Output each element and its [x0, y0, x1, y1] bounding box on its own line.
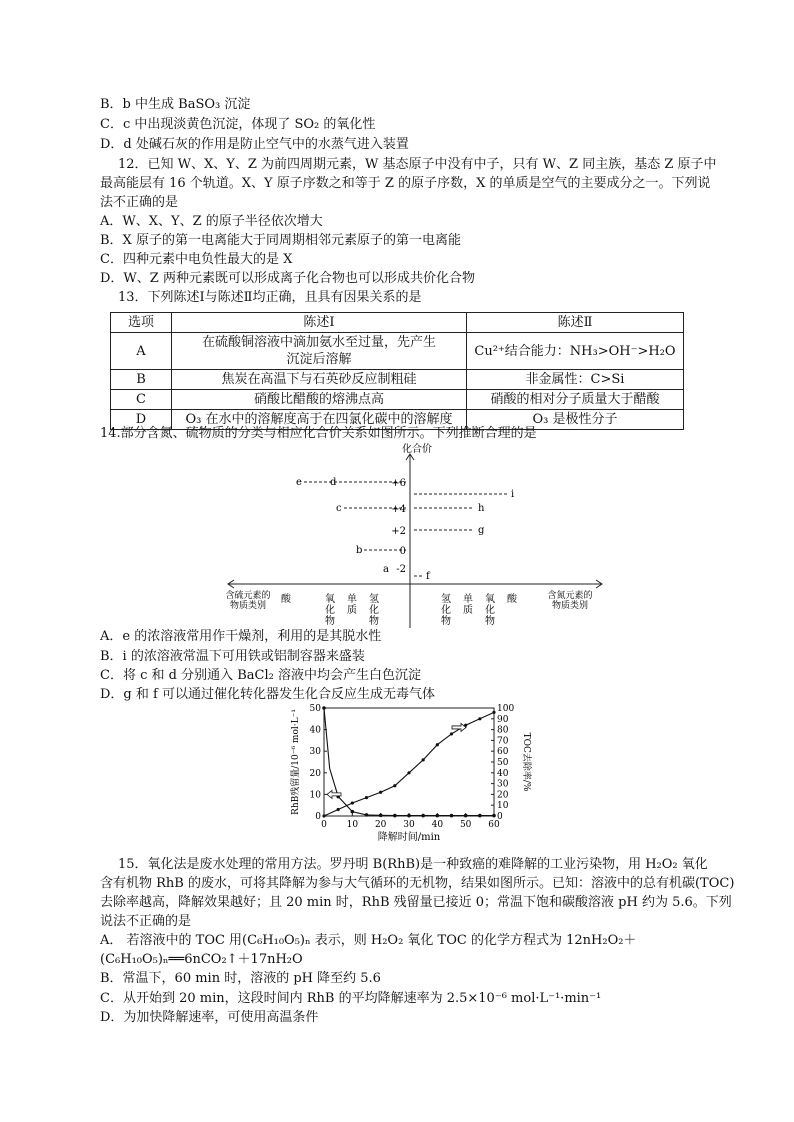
table-row [111, 370, 684, 390]
y2-tick-label: 0 [497, 812, 503, 822]
q14-option-b: B．i 的浓溶液常温下可用铁或铝制容器来盛装 [100, 649, 365, 664]
y-tick-label: 0 [315, 812, 321, 822]
table-cell: 在硫酸铜溶液中滴加氨水至过量，先产生沉淀后溶解 [172, 333, 467, 370]
point-f: f [426, 571, 430, 582]
y2-tick-label: 100 [497, 704, 515, 714]
toc-point [393, 784, 396, 787]
tick-label: +2 [391, 526, 406, 537]
y-tick-label: 40 [309, 725, 321, 736]
sulfur-axis-end-label: 含硫元素的物质类别 [225, 591, 271, 611]
table-cell: O₃ 是极性分子 [467, 410, 684, 430]
tick-label: +6 [391, 478, 406, 489]
rhb-point [436, 814, 440, 818]
q14-stem: 14.部分含氮、硫物质的分类与相应化合价关系如图所示。下列推断合理的是 [100, 426, 537, 441]
point-b: b [356, 545, 363, 556]
q15-option-a-2: (C₆H₁₀O₅)ₙ══6nCO₂↑＋17nH₂O [100, 952, 303, 967]
q14-option-d: D．g 和 f 可以通过催化转化器发生化合反应生成无毒气体 [100, 687, 435, 702]
table-cell: 非金属性：C>Si [467, 370, 684, 390]
q13-stem: 13．下列陈述Ⅰ与陈述Ⅱ均正确，且具有因果关系的是 [118, 290, 422, 305]
rhb-point [421, 814, 425, 818]
y2-tick-label: 10 [497, 801, 509, 812]
y-tick-label: 50 [309, 704, 321, 714]
q15-option-a-1: A． 若溶液中的 TOC 用(C₆H₁₀O₅)ₙ 表示，则 H₂O₂ 氧化 TOC 的化学方程式为 12nH₂O₂＋ [100, 933, 637, 948]
table-cell: 硝酸比醋酸的熔沸点高 [172, 390, 467, 410]
q15-option-c: C．从开始到 20 min，这段时间内 RhB 的平均降解速率为 2.5×10⁻⁶ mol·L⁻¹·min⁻¹ [100, 991, 602, 1006]
table-cell: B [111, 370, 172, 390]
x-tick-label: 60 [488, 820, 500, 830]
toc-point [407, 771, 410, 774]
q12-option-d: D．W、Z 两种元素既可以形成离子化合物也可以形成共价化合物 [100, 271, 475, 286]
y2-tick-label: 60 [497, 747, 509, 758]
rhb-point [322, 706, 326, 710]
table-cell: O₃ 在水中的溶解度高于在四氯化碳中的溶解度 [172, 410, 467, 430]
table-cell: A [111, 333, 172, 370]
y2-tick-label: 70 [497, 736, 509, 747]
y2-axis-label: TOC去除率/% [521, 732, 531, 792]
table-cell: Cu²⁺结合能力：NH₃>OH⁻>H₂O [467, 333, 684, 370]
toc-point [450, 732, 453, 735]
toc-point [379, 791, 382, 794]
table-row [111, 390, 684, 410]
point-i: i [511, 489, 515, 500]
y2-tick-label: 40 [497, 768, 509, 779]
point-a: a [383, 564, 389, 575]
q13-table [110, 312, 684, 430]
rhb-point [478, 814, 482, 818]
table-header-cell: 选项 [111, 313, 172, 333]
tick-label: -2 [396, 564, 406, 575]
x-tick-label: 30 [403, 820, 415, 830]
rhb-point [365, 813, 369, 817]
nitrogen-category-label: 酸 [507, 594, 517, 605]
toc-point [351, 801, 354, 804]
toc-removal-line [324, 712, 494, 816]
rhb-point [379, 814, 383, 818]
q12-option-a: A．W、X、Y、Z 的原子半径依次增大 [100, 214, 323, 229]
table-header-cell: 陈述Ⅰ [172, 313, 467, 333]
sulfur-category-label: 氢化物 [369, 594, 379, 627]
x-tick-label: 50 [459, 820, 472, 830]
sulfur-category-label: 单质 [347, 594, 357, 616]
q15-stem-3: 去除率越高，降解效果越好；且 20 min 时，RhB 残留量已接近 0；常温下饱和碳酸溶液 pH 约为 5.6。下列 [100, 895, 732, 910]
q12-stem-2: 最高能层有 16 个轨道。X、Y 原子序数之和等于 Z 的原子序数，X 的单质是空气的主要成分之一。下列说 [100, 176, 711, 191]
x-axis-label: 降解时间/min [377, 832, 441, 843]
sulfur-category-label: 酸 [281, 594, 291, 605]
rhb-point [351, 810, 355, 814]
rhb-point [450, 814, 454, 818]
valence-diagram [220, 442, 610, 632]
x-tick-label: 10 [346, 820, 359, 830]
y-axis-title: 化合价 [402, 444, 432, 455]
q11-option-d: D．d 处碱石灰的作用是防止空气中的水蒸气进入装置 [100, 137, 409, 152]
right-axis-arrow-icon [452, 723, 466, 731]
q14-option-a: A．e 的浓溶液常用作干燥剂，利用的是其脱水性 [100, 629, 382, 644]
nitrogen-axis-end-label: 含氮元素的物质类别 [547, 591, 593, 611]
point-d: d [330, 477, 337, 488]
toc-point [365, 796, 368, 799]
q14-option-c: C．将 c 和 d 分别通入 BaCl₂ 溶液中均会产生白色沉淀 [100, 668, 421, 683]
nitrogen-category-label: 氢化物 [441, 594, 451, 627]
q11-option-b: B．b 中生成 BaSO₃ 沉淀 [100, 97, 251, 112]
table-cell: D [111, 410, 172, 430]
rhb-point [393, 814, 397, 818]
tick-label: +4 [391, 504, 406, 515]
y-tick-label: 30 [309, 747, 321, 758]
toc-point [492, 711, 495, 714]
q15-stem-1: 15．氧化法是废水处理的常用方法。罗丹明 B(RhB)是一种致癌的难降解的工业污染物，用 H₂O₂ 氧化 [118, 857, 708, 872]
q12-stem-1: 12．已知 W、X、Y、Z 为前四周期元素，W 基态原子中没有中子，只有 W、Z 同主族，基态 Z 原子中 [118, 157, 717, 172]
point-g: g [478, 525, 485, 536]
q15-option-b: B．常温下，60 min 时，溶液的 pH 降至约 5.6 [100, 971, 381, 986]
rhb-point [464, 814, 468, 818]
rhb-point [407, 814, 411, 818]
toc-point [322, 814, 325, 817]
rhb-point [492, 814, 496, 818]
nitrogen-category-label: 氧化物 [485, 594, 495, 627]
table-header-row [111, 313, 684, 333]
q12-option-c: C．四种元素中电负性最大的是 X [100, 252, 293, 267]
table-cell: C [111, 390, 172, 410]
q12-option-b: B．X 原子的第一电离能大于同周期相邻元素原子的第一电离能 [100, 233, 461, 248]
nitrogen-category-label: 单质 [463, 594, 473, 616]
y-tick-label: 20 [309, 768, 321, 779]
q12-stem-3: 法不正确的是 [100, 195, 179, 210]
rhb-degradation-chart [280, 702, 540, 852]
table-cell: 硝酸的相对分子质量大于醋酸 [467, 390, 684, 410]
y2-tick-label: 90 [497, 714, 509, 725]
y2-tick-label: 80 [497, 725, 509, 736]
toc-point [422, 758, 425, 761]
q15-stem-4: 说法不正确的是 [100, 914, 192, 929]
q15-stem-2: 含有机物 RhB 的废水，可将其降解为参与大气循环的无机物，结果如图所示。已知：溶液中的总有机碳(TOC) [100, 876, 735, 891]
y2-tick-label: 20 [497, 790, 509, 801]
sulfur-category-label: 氧化物 [325, 594, 335, 627]
toc-point [436, 743, 439, 746]
point-h: h [478, 503, 485, 514]
q15-option-d: D．为加快降解速率，可使用高温条件 [100, 1010, 319, 1025]
table-cell: 焦炭在高温下与石英砂反应制粗硅 [172, 370, 467, 390]
point-c: c [336, 503, 342, 514]
table-header-cell: 陈述Ⅱ [467, 313, 684, 333]
x-tick-label: 40 [431, 820, 444, 830]
table-row [111, 333, 684, 370]
tick-label: 0 [399, 546, 406, 557]
point-e: e [296, 477, 302, 488]
toc-point [478, 717, 481, 720]
y2-tick-label: 50 [497, 758, 509, 768]
y-tick-label: 10 [309, 790, 321, 801]
x-tick-label: 0 [321, 820, 327, 830]
y-axis-label: RhB残留量/10⁻⁶ mol·L⁻¹ [291, 709, 301, 815]
q11-option-c: C．c 中出现淡黄色沉淀，体现了 SO₂ 的氧化性 [100, 117, 376, 132]
toc-point [337, 808, 340, 811]
y2-tick-label: 30 [497, 779, 509, 790]
x-tick-label: 20 [374, 820, 387, 830]
